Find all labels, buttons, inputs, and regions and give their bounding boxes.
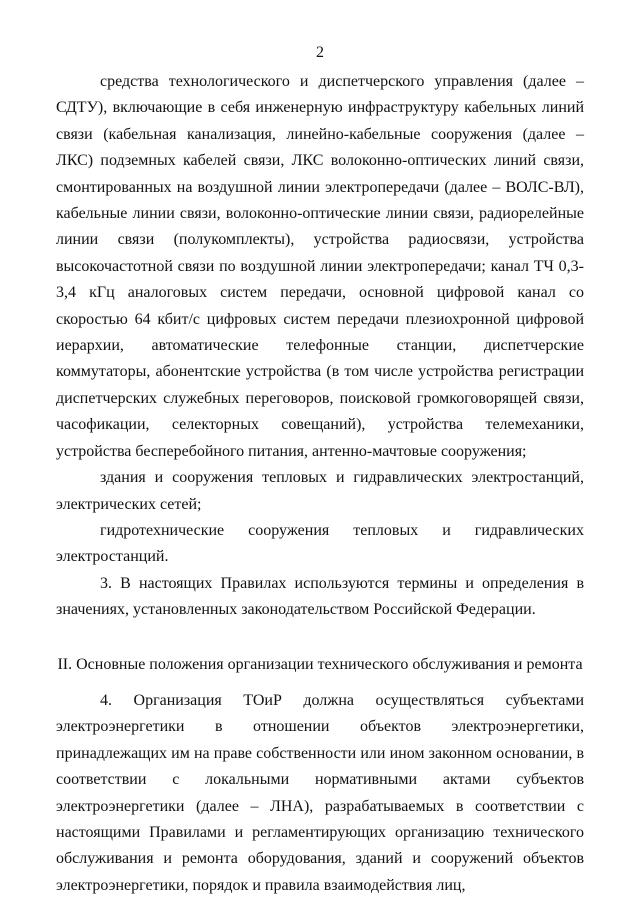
document-body xyxy=(56,69,584,899)
page-number: 2 xyxy=(316,44,324,61)
paragraph-buildings: здания и сооружения тепловых и гидравлических электростанций, электрических сетей; xyxy=(56,469,584,513)
paragraph-terms: 3. В настоящих Правилах используются термины и определения в значениях, установленных законодательством Российской Федерации. xyxy=(56,574,584,619)
paragraph-hydro: гидротехнические сооружения тепловых и гидравлических электростанций. xyxy=(56,521,584,566)
section-heading: II. Основные положения организации технического обслуживания и ремонта xyxy=(57,655,583,673)
paragraph-sdtu: средства технологического и диспетчерского управления (далее – СДТУ), включающие в себя инженерную инфраструктуру кабельных линий связи (кабельная канализация, линейно-кабельные сооружения (далее – ЛКС) подземных кабелей связи, ЛКС волоконно-оптических линий связи, смонтированных на воздушной линии электропередачи (далее – ВОЛС-ВЛ), кабельные линии связи, волоконно-оптические линии связи, радиорелейные линии связи (полукомплекты), устройства радиосвязи, устройства высокочастотной связи по воздушной линии электропередачи; канал ТЧ 0,3-3,4 кГц аналоговых систем передачи, основной цифровой канал со скоростью 64 кбит/с цифровых систем передачи плезиохронной цифровой иерархии, автоматические телефонные станции, диспетчерские коммутаторы, абонентские устройства (в том числе устройства регистрации диспетчерских служебных переговоров, поисковой громкоговорящей связи, часофикации, селекторных совещаний), устройства телемеханики, устройства бесперебойного питания, антенно-мачтовые сооружения; xyxy=(56,73,584,460)
paragraph-toir: 4. Организация ТОиР должна осуществляться субъектами электроэнергетики в отношении объектов электроэнергетики, принадлежащих им на праве собственности или ином законном основании, в соответствии с локальными нормативными актами субъектов электроэнергетики (далее – ЛНА), разрабатываемых в соответствии с настоящими Правилами и регламентирующих организацию технического обслуживания и ремонта оборудования, зданий и сооружений объектов электроэнергетики, порядок и правила взаимодействия лиц, xyxy=(56,691,584,894)
